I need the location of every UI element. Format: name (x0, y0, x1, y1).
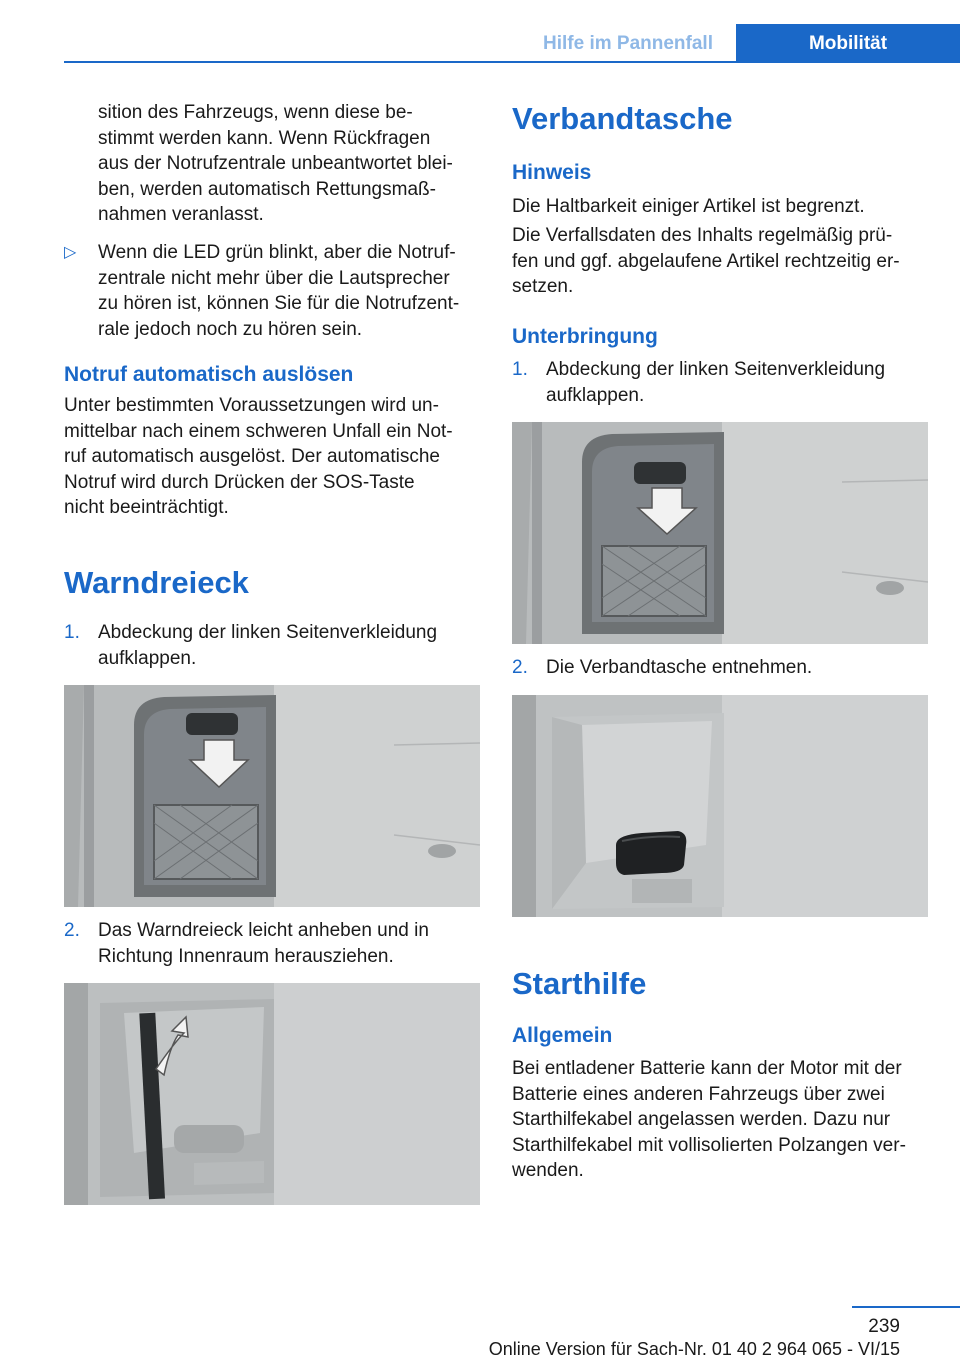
footer-version-text: Online Version für Sach-Nr. 01 40 2 964 065 - VI/15 (488, 1339, 900, 1359)
text-line: Die Verfallsdaten des Inhalts regelmäßig prü- (512, 225, 893, 246)
heading-warning-triangle: Warndreieck (64, 565, 249, 600)
footer-rule (852, 1306, 960, 1308)
text-line: rale jedoch noch zu hören sein. (98, 318, 363, 340)
text-line: Wenn die LED grün blinkt, aber die Notruf- (98, 242, 456, 263)
general-paragraph (512, 1056, 928, 1184)
step-text (546, 357, 928, 408)
photo-side-panel-open-kit (512, 422, 928, 644)
heading-general: Allgemein (512, 1024, 613, 1047)
bullet-item (98, 240, 480, 342)
text-line: aus der Notrufzentrale unbeantwortet blei- (98, 153, 453, 174)
text-line: Richtung Innenraum herausziehen. (98, 945, 394, 967)
text-line: nahmen veranlasst. (98, 204, 264, 225)
step-text (98, 918, 480, 969)
text-line: Unter bestimmten Voraussetzungen wird un- (64, 395, 439, 416)
triangle-bullet-icon: ▷ (64, 244, 77, 261)
step-text (98, 620, 480, 671)
continued-bullet-text (98, 100, 480, 228)
photo-warning-triangle-removal (64, 983, 480, 1205)
text-line: Das Warndreieck leicht anheben und in (98, 920, 429, 941)
text-line: Starthilfekabel mit vollisolierten Polzangen ver- (512, 1134, 906, 1156)
heading-first-aid-kit: Verbandtasche (512, 101, 733, 136)
text-line: zu hören ist, können Sie für die Notrufzent- (98, 293, 460, 314)
heading-storage: Unterbringung (512, 325, 658, 348)
text-line: ben, werden automatisch Rettungsmaß- (98, 178, 436, 200)
text-line: ruf automatisch ausgelöst. Der automatische (64, 446, 440, 467)
text-line: aufklappen. (546, 384, 645, 406)
text-line: Starthilfekabel angelassen werden. Dazu nur (512, 1109, 891, 1130)
text-line: setzen. (512, 276, 574, 297)
heading-hint: Hinweis (512, 161, 592, 184)
step-number: 1. (64, 622, 80, 643)
step-number: 2. (64, 920, 80, 941)
text-line: wenden. (512, 1160, 584, 1181)
text-line: Notruf wird durch Drücken der SOS-Taste (64, 471, 415, 493)
text-line: nicht beeinträchtigt. (64, 497, 229, 518)
text-line: Die Verbandtasche entnehmen. (546, 657, 813, 678)
step-number: 1. (512, 359, 528, 380)
auto-emergency-paragraph (64, 393, 480, 521)
header-section-tab[interactable]: Hilfe im Pannenfall (543, 33, 713, 54)
text-line: Abdeckung der linken Seitenverkleidung (98, 622, 438, 643)
heading-jump-start: Starthilfe (512, 966, 647, 1001)
text-line: Bei entladener Batterie kann der Motor mit der (512, 1058, 902, 1079)
expiry-paragraph (512, 223, 928, 300)
text-line: Abdeckung der linken Seitenverkleidung (546, 359, 886, 380)
step-text (546, 655, 928, 681)
header-chapter-tab[interactable]: Mobilität (736, 24, 960, 63)
heading-auto-emergency-call: Notruf automatisch auslösen (64, 363, 354, 386)
photo-side-panel-open (64, 685, 480, 907)
page-number: 239 (868, 1316, 900, 1337)
text-line: zentrale nicht mehr über die Lautsprecher (98, 267, 450, 289)
text-line: aufklappen. (98, 647, 197, 669)
text-line: sition des Fahrzeugs, wenn diese be- (98, 102, 413, 123)
header-rule (64, 61, 960, 63)
hint-text: Die Haltbarkeit einiger Artikel ist begrenzt. (512, 196, 865, 217)
text-line: stimmt werden kann. Wenn Rückfragen (98, 127, 431, 149)
text-line: mittelbar nach einem schweren Unfall ein Not- (64, 420, 453, 442)
text-line: Batterie eines anderen Fahrzeugs über zwei (512, 1083, 885, 1105)
step-number: 2. (512, 657, 528, 678)
text-line: fen und ggf. abgelaufene Artikel rechtzeitig er- (512, 250, 900, 272)
photo-first-aid-kit-removal (512, 695, 928, 917)
